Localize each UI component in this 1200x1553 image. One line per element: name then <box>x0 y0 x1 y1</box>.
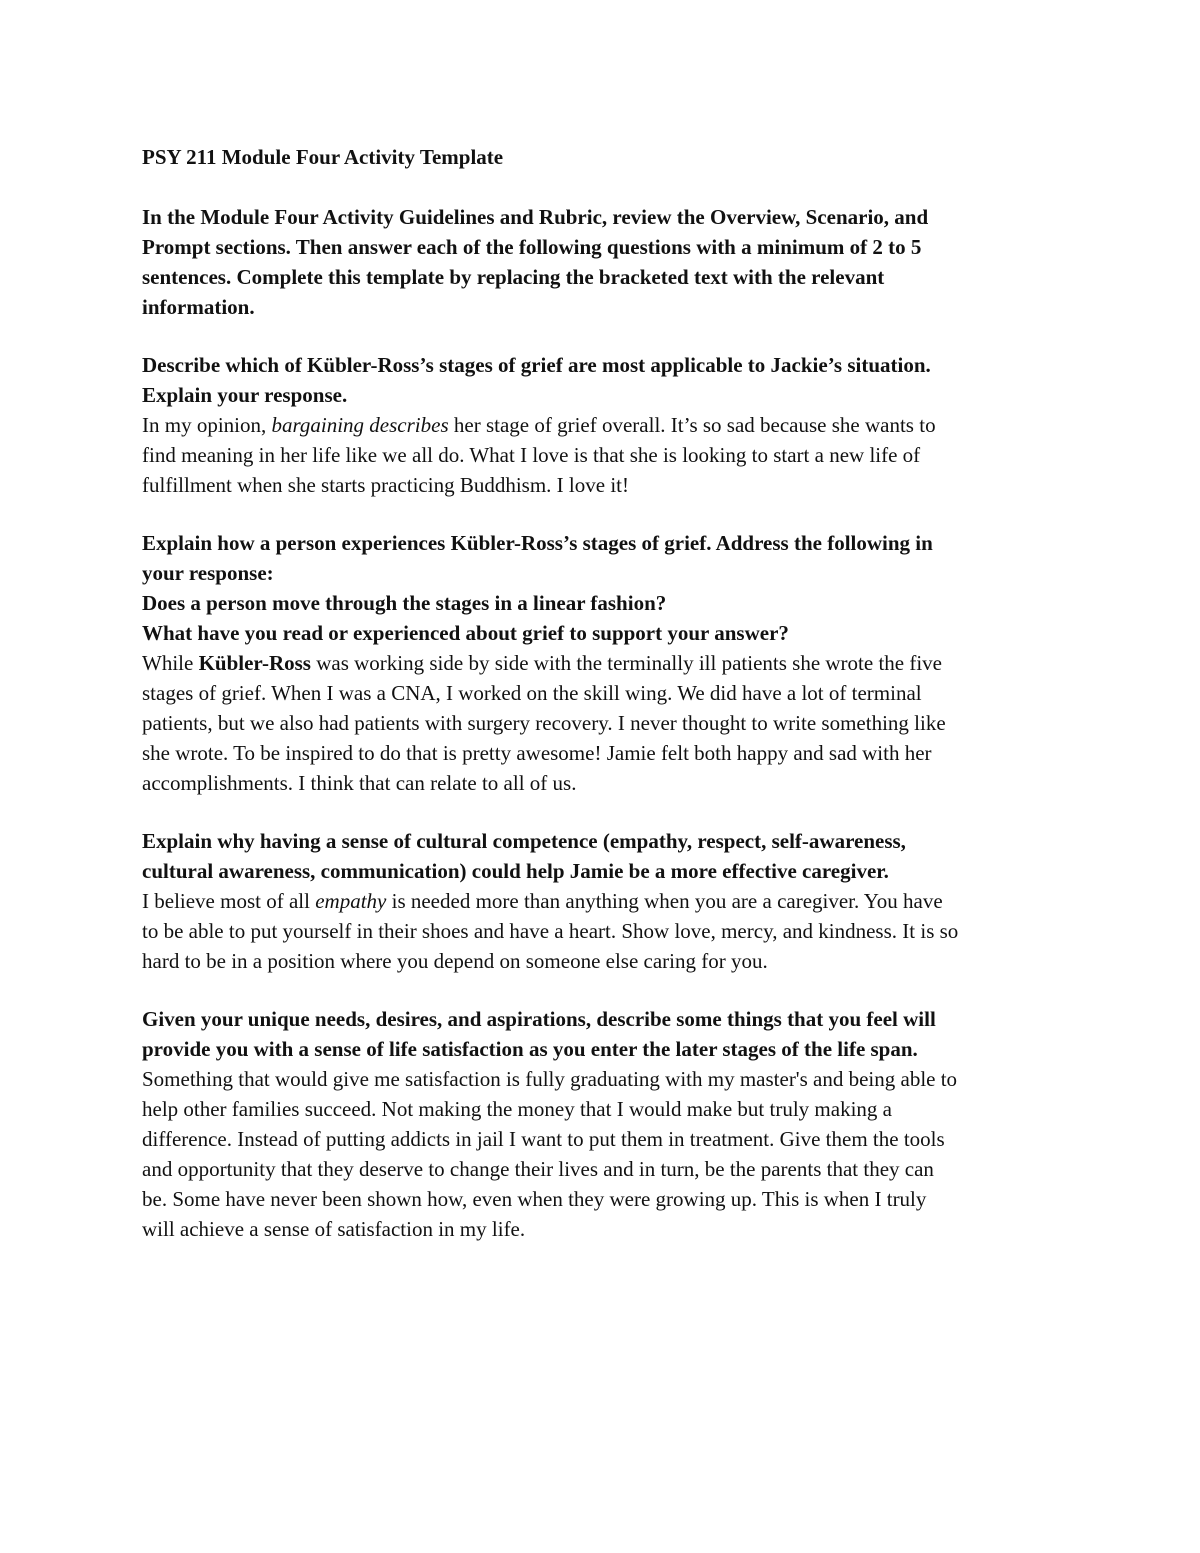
question-4-section <box>142 1004 1072 1244</box>
spacer <box>142 172 1072 202</box>
answer-4-line: help other families succeed. Not making the money that I would make but truly making a <box>142 1097 892 1121</box>
question-2-line: your response: <box>142 561 274 585</box>
answer-2-bold-name: Kübler-Ross <box>198 651 311 675</box>
answer-4-line: be. Some have never been shown how, even when they were growing up. This is when I truly <box>142 1187 927 1211</box>
spacer <box>142 500 1072 528</box>
answer-2-line: stages of grief. When I was a CNA, I worked on the skill wing. We did have a lot of terminal <box>142 681 922 705</box>
answer-3-emphasis: empathy <box>315 889 387 913</box>
answer-2-line: patients, but we also had patients with surgery recovery. I never thought to write something like <box>142 711 946 735</box>
answer-2-line: accomplishments. I think that can relate to all of us. <box>142 771 577 795</box>
answer-1-line <box>142 410 1072 440</box>
answer-1-text: In my opinion, <box>142 413 272 437</box>
answer-1-text: her stage of grief overall. It’s so sad because she wants to <box>448 413 936 437</box>
question-3-line: Explain why having a sense of cultural competence (empathy, respect, self-awareness, <box>142 829 906 853</box>
question-2-line: What have you read or experienced about grief to support your answer? <box>142 621 789 645</box>
question-2-line: Explain how a person experiences Kübler-Ross’s stages of grief. Address the following in <box>142 531 933 555</box>
question-1-section <box>142 350 1072 500</box>
question-1-line: Describe which of Kübler-Ross’s stages of grief are most applicable to Jackie’s situation. <box>142 353 931 377</box>
spacer <box>142 322 1072 350</box>
answer-1-line: fulfillment when she starts practicing Buddhism. I love it! <box>142 473 629 497</box>
intro-line: Prompt sections. Then answer each of the following questions with a minimum of 2 to 5 <box>142 235 922 259</box>
question-3-line: cultural awareness, communication) could help Jamie be a more effective caregiver. <box>142 859 889 883</box>
answer-2-line: she wrote. To be inspired to do that is pretty awesome! Jamie felt both happy and sad with her <box>142 741 932 765</box>
document-title: PSY 211 Module Four Activity Template <box>142 145 504 169</box>
question-3-section <box>142 826 1072 976</box>
intro-paragraph <box>142 202 1072 322</box>
answer-3-line: hard to be in a position where you depend on someone else caring for you. <box>142 949 768 973</box>
answer-4-line: and opportunity that they deserve to change their lives and in turn, be the parents that they can <box>142 1157 934 1181</box>
answer-2-text: While <box>142 651 199 675</box>
document-page <box>142 142 1072 1244</box>
answer-3-line: to be able to put yourself in their shoes and have a heart. Show love, mercy, and kindness. It is so <box>142 919 959 943</box>
answer-3-line <box>142 886 1072 916</box>
intro-line: sentences. Complete this template by replacing the bracketed text with the relevant <box>142 265 885 289</box>
question-2-section <box>142 528 1072 798</box>
spacer <box>142 798 1072 826</box>
answer-3-text: is needed more than anything when you are a caregiver. You have <box>386 889 943 913</box>
intro-line: information. <box>142 295 255 319</box>
answer-2-text: was working side by side with the terminally ill patients she wrote the five <box>310 651 943 675</box>
question-4-line: provide you with a sense of life satisfaction as you enter the later stages of the life span. <box>142 1037 918 1061</box>
answer-4-line: Something that would give me satisfaction is fully graduating with my master's and being able to <box>142 1067 958 1091</box>
question-2-line: Does a person move through the stages in a linear fashion? <box>142 591 667 615</box>
spacer <box>142 976 1072 1004</box>
answer-1-emphasis: bargaining describes <box>271 413 449 437</box>
intro-line: In the Module Four Activity Guidelines and Rubric, review the Overview, Scenario, and <box>142 205 929 229</box>
answer-3-text: I believe most of all <box>142 889 316 913</box>
answer-4-line: difference. Instead of putting addicts in jail I want to put them in treatment. Give them the tools <box>142 1127 945 1151</box>
question-4-line: Given your unique needs, desires, and aspirations, describe some things that you feel will <box>142 1007 936 1031</box>
answer-4-line: will achieve a sense of satisfaction in my life. <box>142 1217 526 1241</box>
question-1-line: Explain your response. <box>142 383 348 407</box>
answer-2-line <box>142 648 1072 678</box>
answer-1-line: find meaning in her life like we all do. What I love is that she is looking to start a new life of <box>142 443 921 467</box>
